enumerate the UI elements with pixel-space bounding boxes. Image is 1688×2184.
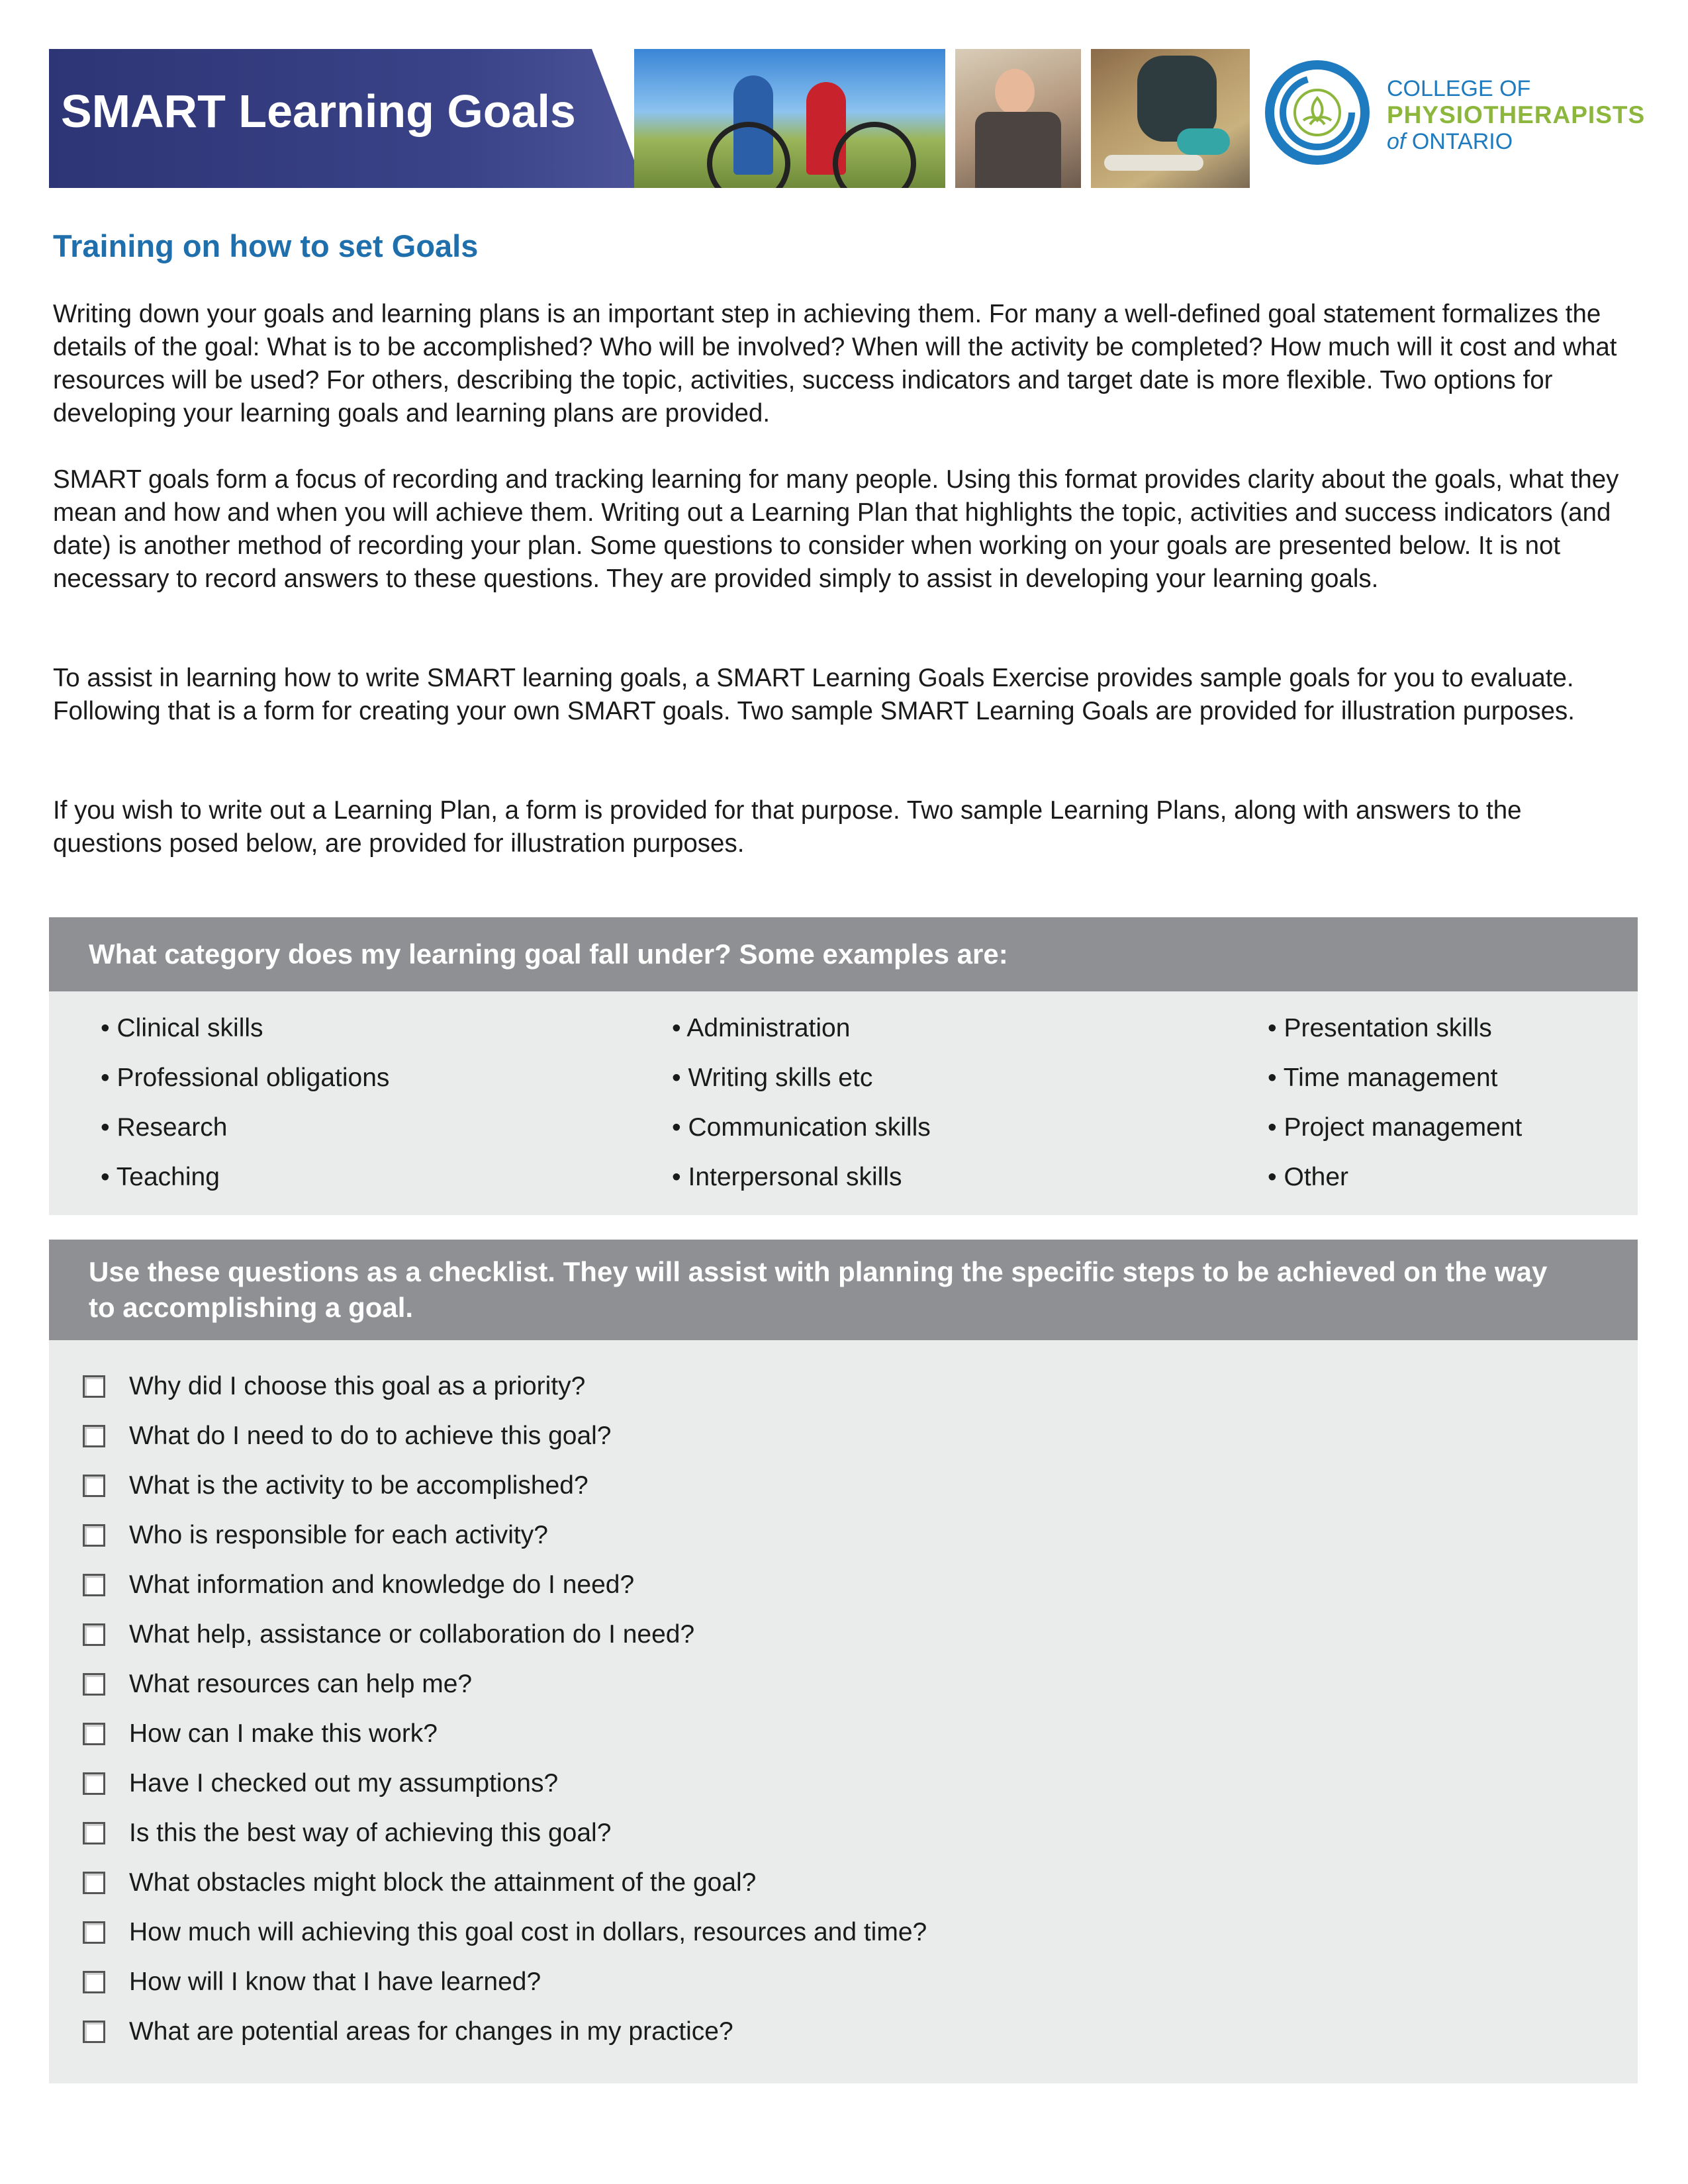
checklist-item-label: How will I know that I have learned? — [129, 1967, 541, 1996]
checklist-item-label: Why did I choose this goal as a priority? — [129, 1371, 586, 1400]
checklist-item-label: What is the activity to be accomplished? — [129, 1471, 588, 1500]
section-heading: Training on how to set Goals — [53, 228, 479, 263]
therapy-photo — [955, 49, 1081, 188]
intro-paragraph-1: Writing down your goals and learning plans is an important step in achieving them. For many a well-defined goal statement formalizes the details of the goal: What is to be accomplished? Who will be involved? When will the activity be completed? How much will it cost and what resources will be used? For others, describing the topic, activities, success indicators and target date is more flexible. Two options for developing your learning goals and learning plans are provided. — [53, 300, 1617, 428]
category-item: • Professional obligations — [101, 1064, 390, 1092]
checklist-item-label: How can I make this work? — [129, 1719, 438, 1748]
logo-line-ontario: of ONTARIO — [1387, 129, 1513, 154]
checklist-item — [83, 1610, 1605, 1659]
checklist-item-label: Who is responsible for each activity? — [129, 1520, 548, 1549]
category-item: • Administration — [672, 1014, 851, 1042]
logo-line-physiotherapists: PHYSIOTHERAPISTS — [1387, 101, 1646, 128]
checklist-item — [83, 1858, 1605, 1907]
checklist-item-label: How much will achieving this goal cost in dollars, resources and time? — [129, 1917, 927, 1946]
checklist-item — [83, 1361, 1605, 1411]
checklist-item — [83, 1659, 1605, 1709]
checklist-item-label: What information and knowledge do I need? — [129, 1570, 635, 1599]
checkbox[interactable] — [83, 2021, 105, 2043]
category-item: • Communication skills — [672, 1113, 931, 1142]
checklist-item — [83, 1709, 1605, 1758]
intro-paragraph-2: SMART goals form a focus of recording and tracking learning for many people. Using this format provides clarity about the goals, what they mean and how and when you will achieve them. Writing out a Learning Plan that highlights the topic, activities and success indicators (and date) is another method of recording your plan. Some questions to consider when working on your goals are presented below. It is not necessary to record answers to these questions. They are provided simply to assist in developing your learning goals. — [53, 465, 1619, 593]
checklist-item-label: Is this the best way of achieving this goal? — [129, 1818, 612, 1847]
checkbox[interactable] — [83, 1673, 105, 1696]
checkbox[interactable] — [83, 1623, 105, 1646]
checklist — [83, 1361, 1605, 2056]
category-item: • Writing skills etc — [672, 1064, 873, 1092]
checkbox[interactable] — [83, 1872, 105, 1894]
checkbox[interactable] — [83, 1574, 105, 1596]
category-item: • Other — [1268, 1163, 1349, 1191]
checklist-item-label: What help, assistance or collaboration do I need? — [129, 1619, 695, 1649]
checklist-item — [83, 1560, 1605, 1610]
category-item: • Project management — [1268, 1113, 1523, 1142]
checkbox[interactable] — [83, 1822, 105, 1844]
logo-line-college: COLLEGE OF — [1387, 76, 1531, 101]
checklist-item-label: Have I checked out my assumptions? — [129, 1768, 559, 1797]
checklist-item-label: What resources can help me? — [129, 1669, 473, 1698]
category-item: • Clinical skills — [101, 1014, 263, 1042]
checklist-item — [83, 1907, 1605, 1957]
category-column-3 — [1268, 1003, 1522, 1202]
intro-paragraph-3: To assist in learning how to write SMART learning goals, a SMART Learning Goals Exercise provides sample goals for you to evaluate. Following that is a form for creating your own SMART goals. Two sample SMART Learning Goals are provided for illustration purposes. — [53, 664, 1575, 725]
checklist-item — [83, 1808, 1605, 1858]
checkbox[interactable] — [83, 1475, 105, 1497]
checklist-item — [83, 1461, 1605, 1510]
page-title: SMART Learning Goals — [61, 85, 576, 137]
category-item: • Research — [101, 1113, 228, 1142]
checkbox[interactable] — [83, 1921, 105, 1944]
checklist-item — [83, 1510, 1605, 1560]
checkbox[interactable] — [83, 1772, 105, 1795]
exercise-photo — [1091, 49, 1250, 188]
college-logo-emblem-icon — [1261, 60, 1374, 165]
checklist-item — [83, 1411, 1605, 1461]
category-item: • Presentation skills — [1268, 1014, 1492, 1042]
checklist-item — [83, 2007, 1605, 2056]
checklist-item-label: What do I need to do to achieve this goal? — [129, 1421, 612, 1450]
checklist-item — [83, 1758, 1605, 1808]
checkbox[interactable] — [83, 1425, 105, 1447]
category-item: • Teaching — [101, 1163, 220, 1191]
category-item: • Time management — [1268, 1064, 1498, 1092]
category-item: • Interpersonal skills — [672, 1163, 902, 1191]
category-panel-heading: What category does my learning goal fall under? Some examples are: — [49, 917, 1638, 991]
checklist-panel-heading: Use these questions as a checklist. They will assist with planning the specific steps to be achieved on the way to accomplishing a goal. — [49, 1240, 1638, 1340]
intro-paragraph-4: If you wish to write out a Learning Plan, a form is provided for that purpose. Two sample Learning Plans, along with answers to the questions posed below, are provided for illustration purposes. — [53, 796, 1522, 858]
cyclists-photo — [634, 49, 945, 188]
category-column-1 — [101, 1003, 389, 1202]
college-logo — [1261, 60, 1646, 165]
checklist-item-label: What obstacles might block the attainment of the goal? — [129, 1868, 757, 1897]
checkbox[interactable] — [83, 1524, 105, 1547]
checklist-item — [83, 1957, 1605, 2007]
checklist-item-label: What are potential areas for changes in my practice? — [129, 2017, 733, 2046]
checkbox[interactable] — [83, 1723, 105, 1745]
category-column-2 — [672, 1003, 931, 1202]
checkbox[interactable] — [83, 1375, 105, 1398]
checkbox[interactable] — [83, 1971, 105, 1993]
